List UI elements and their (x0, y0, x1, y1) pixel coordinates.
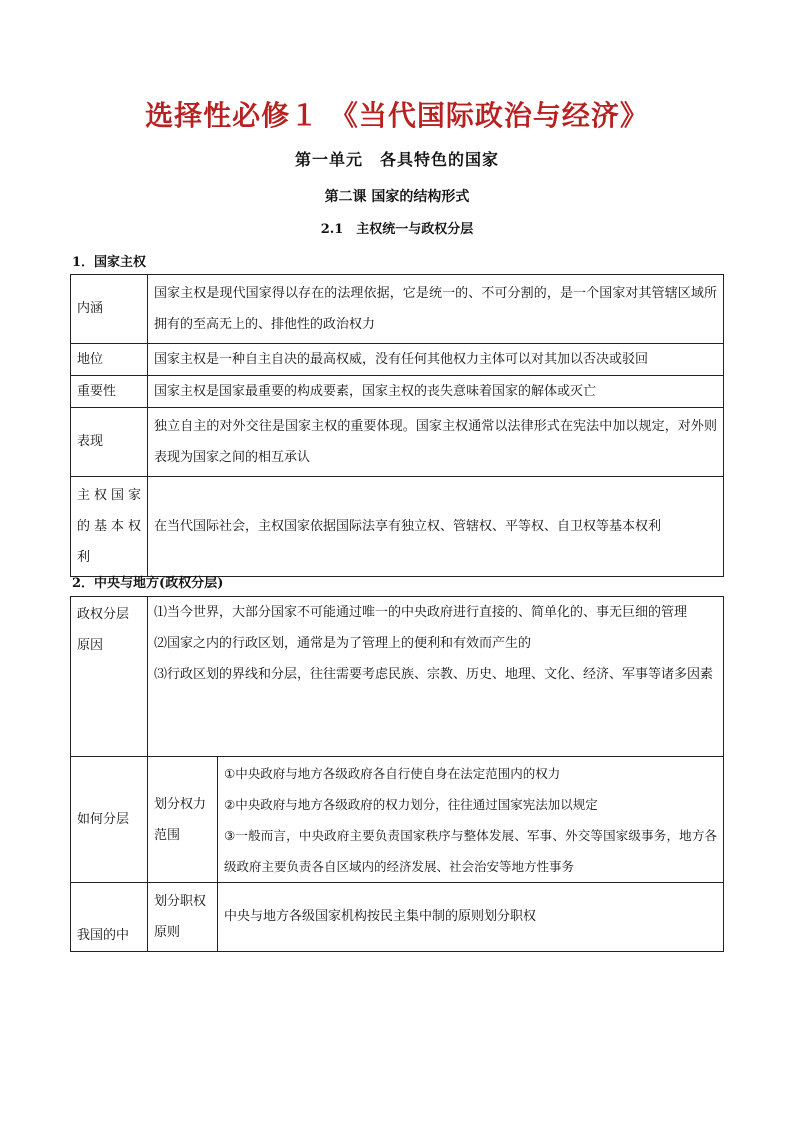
table-row (71, 275, 724, 344)
how-sublabel: 划分权力范围 (148, 757, 218, 883)
how-list (218, 757, 724, 883)
list-item: ⑶行政区划的界线和分层，往往需要考虑民族、宗教、历史、地理、文化、经济、军事等诸多因素 (154, 667, 714, 682)
ours-text: 中央与地方各级国家机构按民主集中制的原则划分职权 (218, 883, 724, 952)
row-label: 重要性 (71, 376, 148, 408)
reason-label: 政权分层原因 (71, 597, 148, 757)
list-item: ②中央政府与地方各级政府的权力划分，往往通过国家宪法加以规定 (224, 796, 598, 812)
heading-central-local: 2．中央与地方(政权分层) (72, 576, 224, 591)
row-text: 国家主权是一种自主自决的最高权威，没有任何其他权力主体可以对其加以否决或驳回 (148, 344, 724, 376)
how-label: 如何分层 (71, 757, 148, 883)
unit-title: 第一单元 各具特色的国家 (294, 150, 499, 169)
list-item: ⑵国家之内的行政区划，通常是为了管理上的便利和有效而产生的 (154, 636, 532, 651)
table-row (71, 408, 724, 477)
table-row (71, 376, 724, 408)
section-title: 2.1 主权统一与政权分层 (320, 222, 474, 237)
sovereignty-table (70, 274, 724, 577)
ours-label: 我国的中 (71, 883, 148, 952)
row-label: 地位 (71, 344, 148, 376)
table-row (71, 883, 724, 952)
lesson-title: 第二课 国家的结构形式 (324, 189, 470, 205)
central-local-table (70, 596, 724, 952)
reason-list (148, 597, 724, 757)
list-item: ①中央政府与地方各级政府各自行使自身在法定范围内的权力 (224, 765, 561, 781)
list-item: ⑴当今世界，大部分国家不可能通过唯一的中央政府进行直接的、简单化的、事无巨细的管理 (154, 605, 688, 620)
row-text: 国家主权是国家最重要的构成要素，国家主权的丧失意味着国家的解体或灭亡 (148, 376, 724, 408)
row-label: 主权国家的基本权利 (71, 477, 148, 577)
row-text: 独立自主的对外交往是国家主权的重要体现。国家主权通常以法律形式在宪法中加以规定，对外则表现为国家之间的相互承认 (148, 408, 724, 477)
heading-national-sovereignty: 1．国家主权 (72, 255, 147, 270)
row-label: 内涵 (71, 275, 148, 344)
row-text: 国家主权是现代国家得以存在的法理依据，它是统一的、不可分割的，是一个国家对其管辖区域所拥有的至高无上的、排他性的政治权力 (148, 275, 724, 344)
row-label: 表现 (71, 408, 148, 477)
document-title: 选择性必修１ 《当代国际政治与经济》 (145, 99, 649, 132)
table-row (71, 597, 724, 757)
table-row (71, 757, 724, 883)
table-row (71, 477, 724, 577)
row-text: 在当代国际社会，主权国家依据国际法享有独立权、管辖权、平等权、自卫权等基本权利 (148, 477, 724, 577)
table-row (71, 344, 724, 376)
ours-sublabel: 划分职权原则 (148, 883, 218, 952)
list-item: ③一般而言，中央政府主要负责国家秩序与整体发展、军事、外交等国家级事务，地方各级政府主要负责各自区域内的经济发展、社会治安等地方性事务 (224, 827, 718, 874)
